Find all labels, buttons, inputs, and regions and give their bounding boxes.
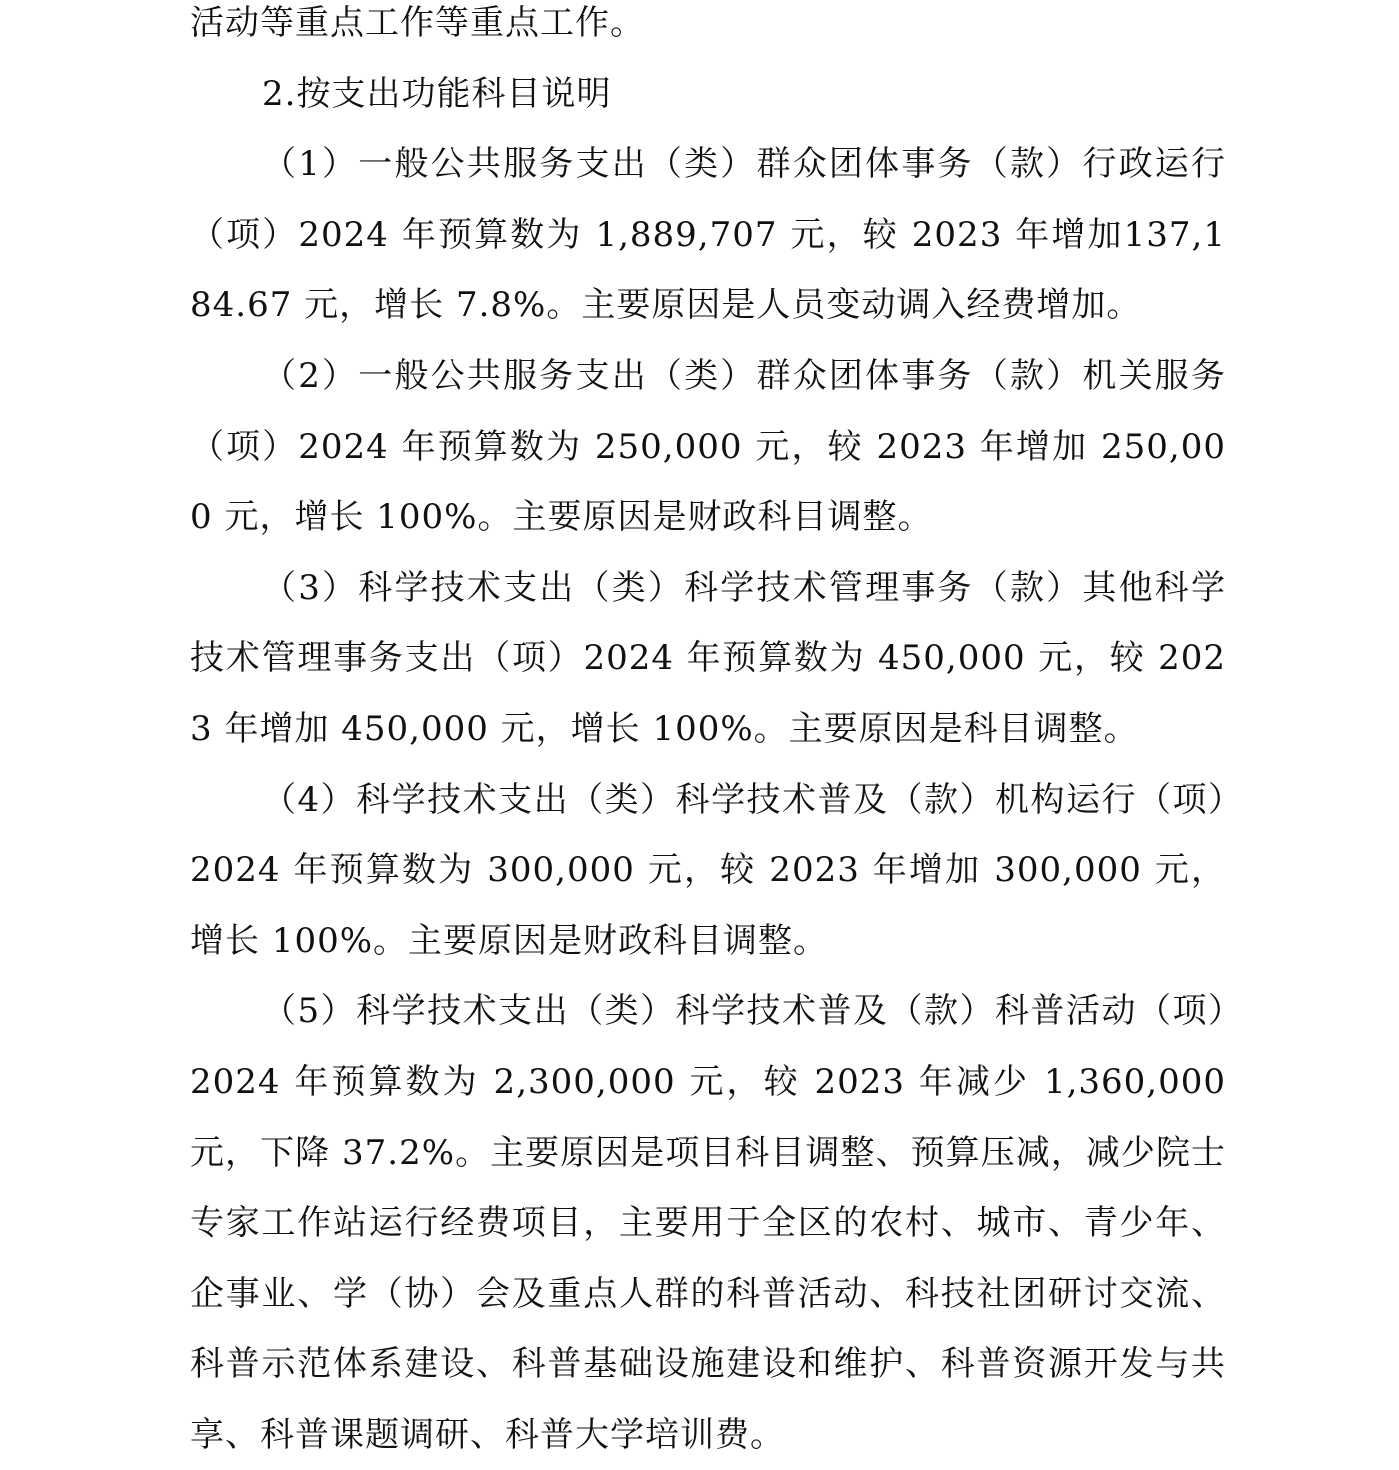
paragraph-continuation: 活动等重点工作等重点工作。 xyxy=(190,3,645,43)
paragraph-item-2: （2）一般公共服务支出（类）群众团体事务（款）机关服务（项）2024 年预算数为 250,000 元，较 2023 年增加 250,000 元，增长 100%。主要原因是财政科目调整。 xyxy=(190,355,1226,538)
paragraph-item-1: （1）一般公共服务支出（类）群众团体事务（款）行政运行（项）2024 年预算数为 1,889,707 元，较 2023 年增加137,184.67 元，增长 7.8%。主要原因是人员变动调入经费增加。 xyxy=(190,144,1226,326)
document-page xyxy=(190,0,1226,1470)
section-heading: 2.按支出功能科目说明 xyxy=(262,73,612,114)
paragraph-item-4: （4）科学技术支出（类）科学技术普及（款）机构运行（项）2024 年预算数为 300,000 元，较 2023 年增加 300,000 元，增长 100%。主要原因是财政科目调整。 xyxy=(190,779,1226,961)
paragraph-item-5: （5）科学技术支出（类）科学技术普及（款）科普活动（项）2024 年预算数为 2,300,000 元，较 2023 年减少 1,360,000 元，下降 37.2%。主要原因是项目科目调整、预算压减，减少院士专家工作站运行经费项目，主要用于全区的农村、城市、青少年、企事业、学（协）会及重点人群的科普活动、科技社团研讨交流、科普示范体系建设、科普基础设施建设和维护、科普资源开发与共享、科普课题调研、科普大学培训费。 xyxy=(190,991,1226,1455)
paragraph-item-3: （3）科学技术支出（类）科学技术管理事务（款）其他科学技术管理事务支出（项）2024 年预算数为 450,000 元，较 2023 年增加 450,000 元，增长 100%。主要原因是科目调整。 xyxy=(190,567,1226,749)
